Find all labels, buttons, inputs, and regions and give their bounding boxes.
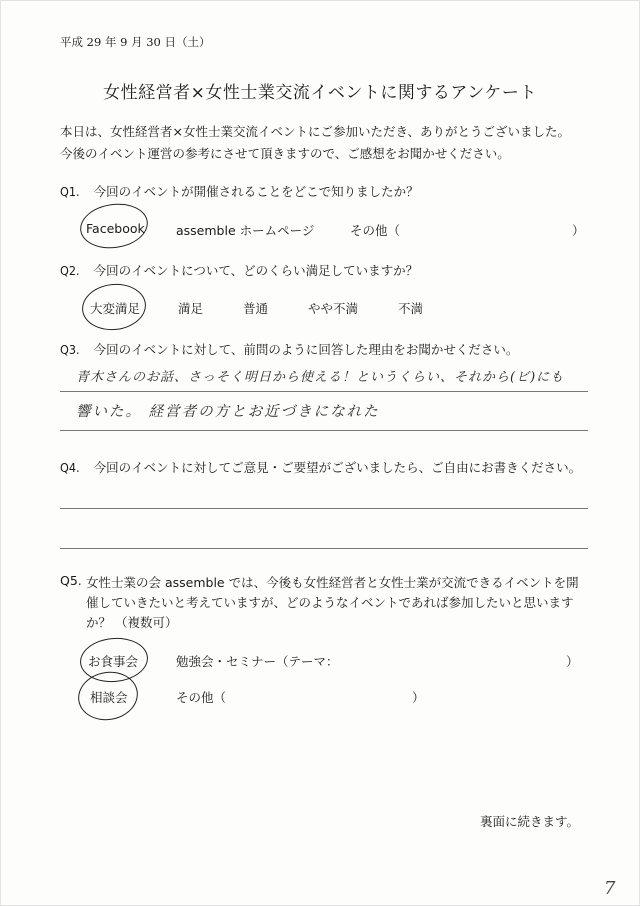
question-5-line-3: か？ （複数可） (86, 615, 178, 630)
q1-option-other[interactable]: その他（ (350, 223, 401, 238)
q3-handwritten-answer-line-1: 青木さんのお話、さっそく明日から使える！というくらい、それから(ビ)にも (76, 370, 565, 385)
q3-answer-rule-2 (60, 430, 588, 431)
handwritten-page-number: 7 (604, 878, 616, 899)
q3-handwritten-answer-line-2: 響いた。 経営者の方とお近づきになれた (76, 404, 380, 420)
q5-option-dinner[interactable]: お食事会 (88, 654, 139, 669)
q3-answer-rule-1 (60, 391, 588, 392)
question-3-number: Q3. (60, 342, 80, 357)
intro-line-1: 本日は、女性経営者×女性士業交流イベントにご参加いただき、ありがとうございました。 (60, 124, 570, 139)
q1-option-homepage[interactable]: assemble ホームページ (176, 223, 315, 238)
q5-option-consultation[interactable]: 相談会 (90, 690, 128, 705)
q5-option-other-close: ） (412, 690, 425, 705)
q1-selection-circle (77, 199, 150, 252)
q2-option-neutral[interactable]: 普通 (243, 301, 269, 316)
question-3-text: 今回のイベントに対して、前問のように回答した理由をお聞かせください。 (93, 342, 519, 357)
q4-answer-rule-2[interactable] (60, 548, 588, 549)
question-4 (60, 458, 581, 476)
question-4-number: Q4. (60, 460, 80, 475)
question-2-text: 今回のイベントについて、どのくらい満足していますか？ (93, 263, 419, 278)
q2-option-very-satisfied[interactable]: 大変満足 (90, 301, 141, 316)
q2-option-very-dissatisfied[interactable]: 不満 (398, 301, 424, 316)
question-5-line-2: 催していきたいと考えていますが、どのようなイベントであれば参加したいと思います (86, 595, 574, 610)
question-1 (60, 182, 419, 200)
q4-answer-rule-1[interactable] (60, 508, 588, 509)
question-1-number: Q1. (60, 184, 80, 199)
page-title: 女性経営者×女性士業交流イベントに関するアンケート (103, 83, 537, 103)
q5-option-seminar-close: ） (566, 654, 579, 669)
question-2 (60, 261, 418, 279)
question-5-number: Q5. (60, 573, 82, 588)
question-5-line-1: 女性士業の会 assemble では、今後も女性経営者と女性士業が交流できるイベントを開 (86, 575, 579, 590)
q2-option-dissatisfied[interactable]: やや不満 (308, 301, 359, 316)
q2-option-satisfied[interactable]: 満足 (178, 301, 204, 316)
q1-option-facebook[interactable]: Facebook (86, 221, 145, 236)
q5-option-other[interactable]: その他（ (176, 690, 227, 705)
question-3 (60, 340, 518, 358)
q5-option-seminar[interactable]: 勉強会・セミナー（テーマ： (176, 654, 339, 669)
question-1-text: 今回のイベントが開催されることをどこで知りましたか？ (93, 184, 419, 199)
question-4-text: 今回のイベントに対してご意見・ご要望がございましたら、ご自由にお書きください。 (93, 460, 582, 475)
survey-date: 平成 29 年 9 月 30 日（土） (60, 35, 211, 49)
intro-text (60, 121, 600, 165)
question-5-text (86, 573, 596, 633)
intro-line-2: 今後のイベント運営の参考にさせて頂きますので、ご感想をお聞かせください。 (60, 146, 510, 161)
continued-on-back-note: 裏面に続きます。 (480, 814, 580, 829)
q1-option-other-close: ） (572, 223, 585, 238)
question-2-number: Q2. (60, 263, 80, 278)
q2-selection-circle (80, 281, 148, 333)
